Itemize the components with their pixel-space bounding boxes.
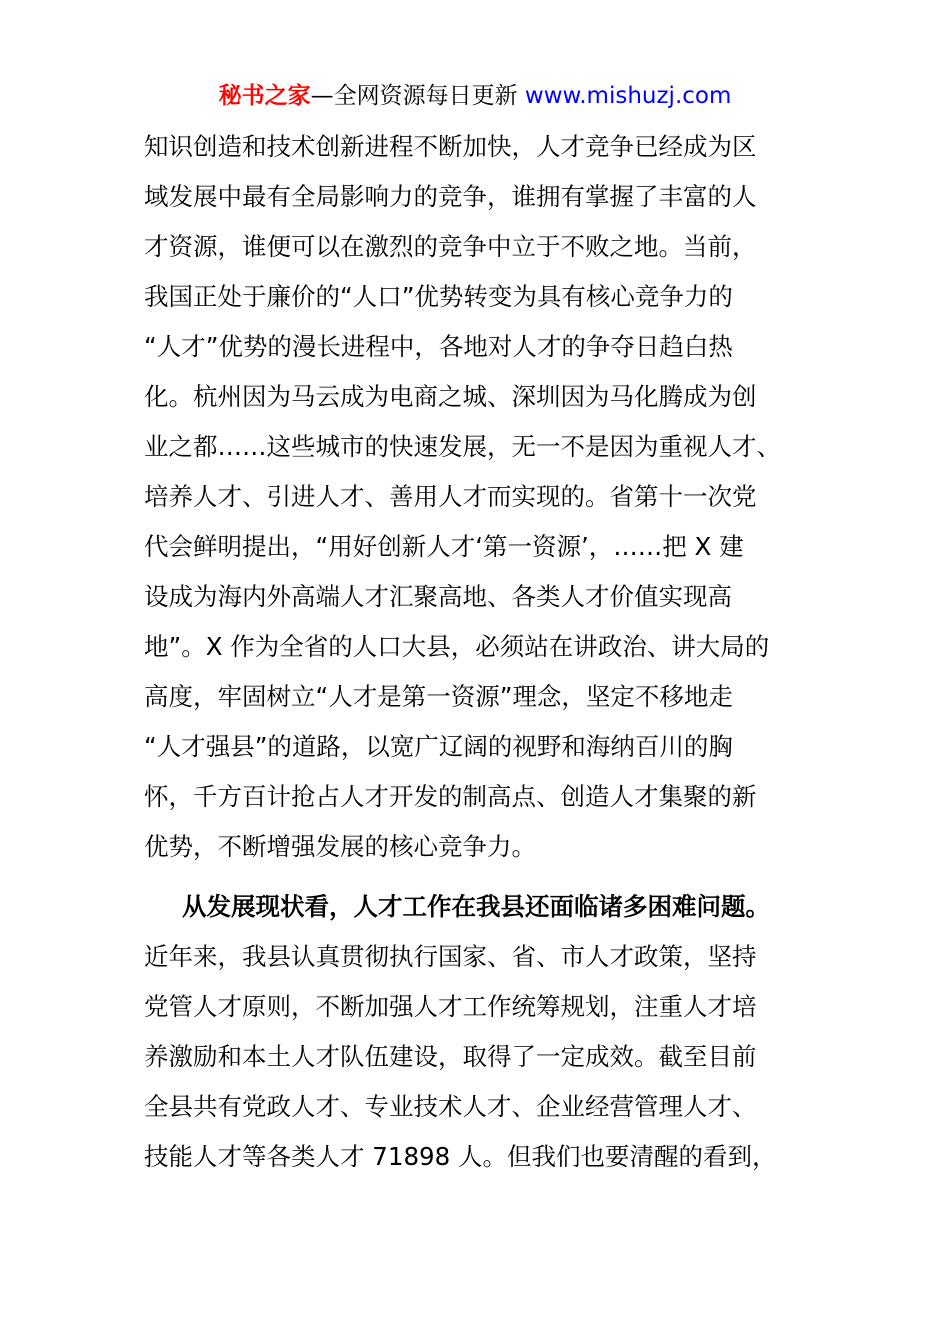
text-line: 地”。X 作为全省的人口大县，必须站在讲政治、讲大局的 [144,632,770,661]
site-tagline: —全网资源每日更新 [310,83,525,109]
paragraph-gap [144,872,814,882]
section-heading: 从发展现状看，人才工作在我县还面临诸多困难问题。 [182,892,770,921]
text-line: 知识创造和技术创新进程不断加快，人才竞争已经成为区 [144,132,757,161]
text-line: 高度，牢固树立“人才是第一资源”理念，坚定不移地走 [144,682,733,711]
text-line: 全县共有党政人才、专业技术人才、企业经营管理人才、 [144,1092,757,1121]
paragraph-1 [144,122,814,872]
text-line: 域发展中最有全局影响力的竞争，谁拥有掌握了丰富的人 [144,182,757,211]
text-line: 培养人才、引进人才、善用人才而实现的。省第十一次党 [144,482,757,511]
text-line: 怀，千方百计抢占人才开发的制高点、创造人才集聚的新 [144,782,757,811]
paragraph-2 [144,932,814,1182]
text-line: 近年来，我县认真贯彻执行国家、省、市人才政策，坚持 [144,942,757,971]
site-header [0,80,950,112]
text-line: 优势，不断增强发展的核心竞争力。 [144,832,536,861]
text-line: 化。杭州因为马云成为电商之城、深圳因为马化腾成为创 [144,382,757,411]
document-body [144,122,814,1182]
text-line: 才资源，谁便可以在激烈的竞争中立于不败之地。当前， [144,232,757,261]
text-line: 养激励和本土人才队伍建设，取得了一定成效。截至目前 [144,1042,757,1071]
text-line: “人才”优势的漫长进程中，各地对人才的争夺日趋白热 [144,332,733,361]
site-url-link[interactable]: www.mishuzj.com [524,83,732,109]
site-brand: 秘书之家 [218,83,311,109]
text-line: 设成为海内外高端人才汇聚高地、各类人才价值实现高 [144,582,732,611]
text-line: 我国正处于廉价的“人口”优势转变为具有核心竞争力的 [144,282,733,311]
text-line: “人才强县”的道路，以宽广辽阔的视野和海纳百川的胸 [144,732,733,761]
text-line: 业之都……这些城市的快速发展，无一不是因为重视人才、 [144,432,781,461]
text-line: 技能人才等各类人才 71898 人。但我们也要清醒的看到， [144,1142,777,1171]
text-line: 党管人才原则，不断加强人才工作统筹规划，注重人才培 [144,992,757,1021]
text-line: 代会鲜明提出，“用好创新人才‘第一资源’，……把 X 建 [144,532,744,561]
